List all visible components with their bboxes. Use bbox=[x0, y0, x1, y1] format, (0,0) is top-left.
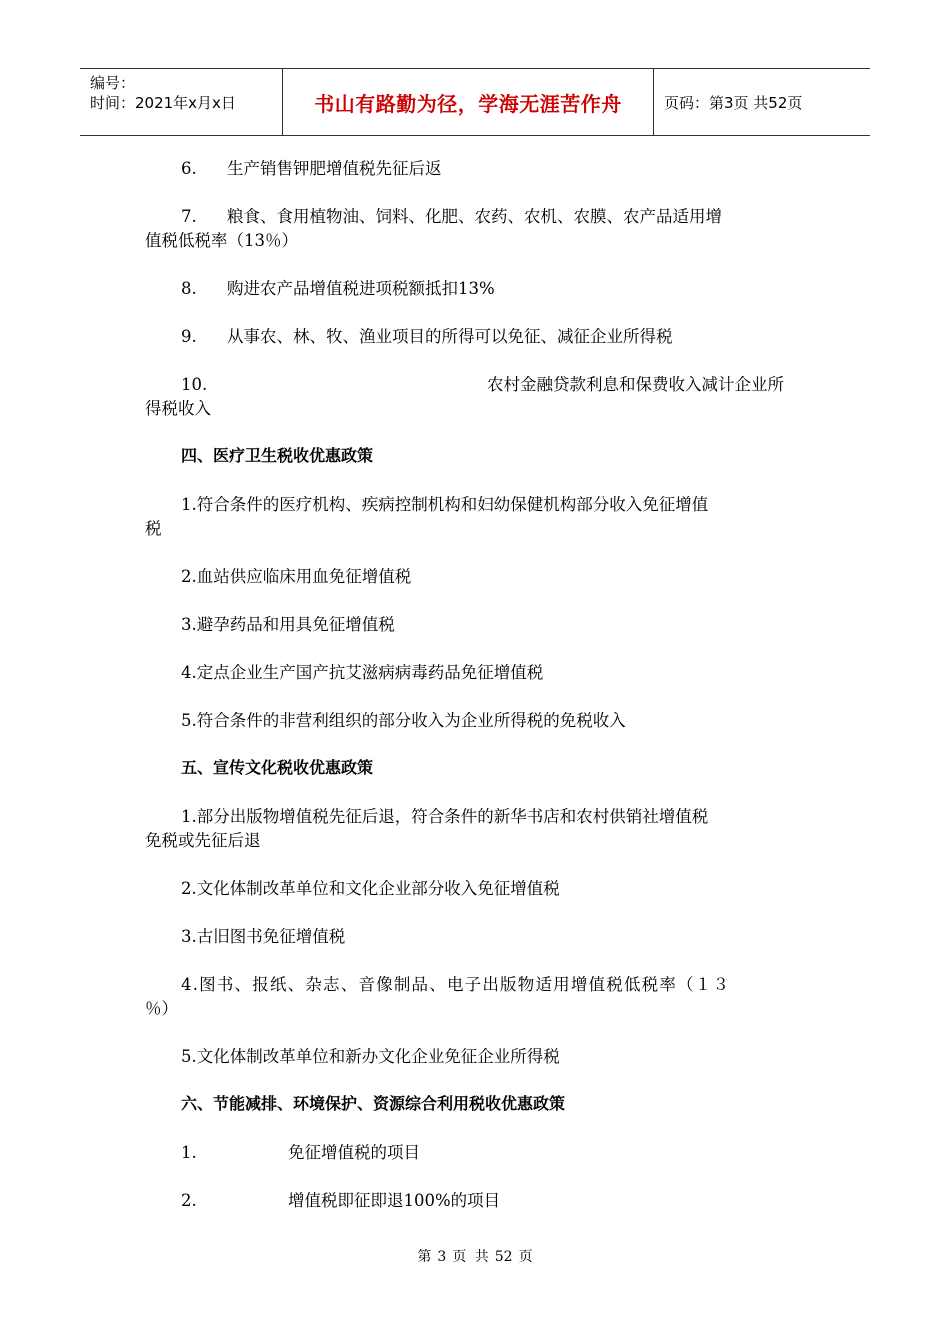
section-heading-4: 四、医疗卫生税收优惠政策 bbox=[181, 446, 374, 465]
footer-total-pages: 52 bbox=[494, 1249, 513, 1265]
section4-item-4: 4.定点企业生产国产抗艾滋病病毒药品免征增值税 bbox=[181, 663, 544, 682]
section5-item-2: 2.文化体制改革单位和文化企业部分收入免征增值税 bbox=[181, 879, 560, 898]
section5-item-1: 1.部分出版物增值税先征后退，符合条件的新华书店和农村供销社增值税 免税或先征后退 bbox=[145, 807, 709, 850]
header-page-label: 页码：第3页 共52页 bbox=[664, 93, 803, 112]
document-body bbox=[145, 155, 810, 1210]
header-slogan: 书山有路勤为径，学海无涯苦作舟 bbox=[282, 69, 654, 135]
section-heading-6: 六、节能减排、环境保护、资源综合利用税收优惠政策 bbox=[181, 1094, 566, 1113]
section5-item-5: 5.文化体制改革单位和新办文化企业免征企业所得税 bbox=[181, 1047, 560, 1066]
section-heading-5: 五、宣传文化税收优惠政策 bbox=[181, 758, 374, 777]
list-item-7: 7. 粮食、食用植物油、饲料、化肥、农药、农机、农膜、农产品适用增 值税低税率（13％） bbox=[145, 207, 722, 250]
footer-page-number: 3 bbox=[437, 1249, 447, 1265]
section5-item-3: 3.古旧图书免征增值税 bbox=[181, 927, 346, 946]
section4-item-2: 2.血站供应临床用血免征增值税 bbox=[181, 567, 412, 586]
section4-item-1: 1.符合条件的医疗机构、疾病控制机构和妇幼保健机构部分收入免征增值 税 bbox=[145, 495, 709, 538]
section4-item-3: 3.避孕药品和用具免征增值税 bbox=[181, 615, 395, 634]
section5-item-4: 4.图书、报纸、杂志、音像制品、电子出版物适用增值税低税率（１３ ％） bbox=[145, 975, 731, 1018]
document-time-label: 时间：2021年x月x日 bbox=[90, 94, 236, 112]
list-item-8: 8. 购进农产品增值税进项税额抵扣13% bbox=[181, 279, 495, 298]
document-number-label: 编号： bbox=[90, 74, 136, 92]
section6-item-2: 2. 增值税即征即退100%的项目 bbox=[181, 1191, 501, 1210]
page-header bbox=[80, 68, 870, 136]
header-meta bbox=[80, 69, 282, 135]
page-footer: 第 3 页 共 52 页 bbox=[417, 1249, 533, 1265]
list-item-6: 6. 生产销售钾肥增值税先征后返 bbox=[181, 159, 442, 178]
list-item-9: 9. 从事农、林、牧、渔业项目的所得可以免征、减征企业所得税 bbox=[181, 327, 673, 346]
section6-item-1: 1. 免征增值税的项目 bbox=[181, 1143, 420, 1162]
list-item-10: 10. 农村金融贷款利息和保费收入减计企业所 得税收入 bbox=[145, 375, 784, 418]
section4-item-5: 5.符合条件的非营利组织的部分收入为企业所得税的免税收入 bbox=[181, 711, 626, 730]
